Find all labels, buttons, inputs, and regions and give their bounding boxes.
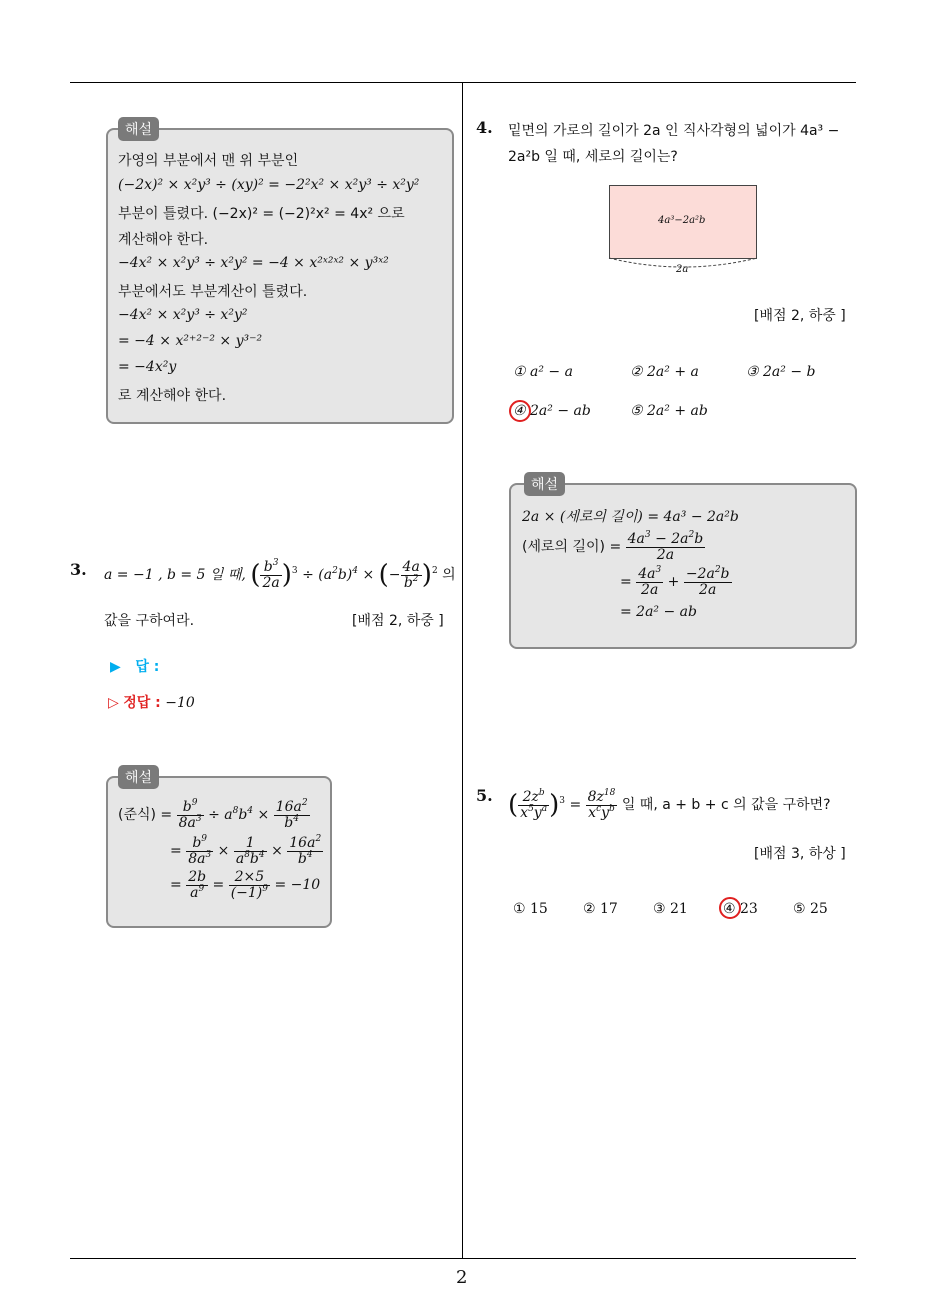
score-label: [배점 2, 하중 ] [352,613,444,629]
question-number: 5. [476,786,493,805]
solution-tag: 해설 [118,117,159,141]
page-number: 2 [456,1267,468,1288]
choice-3[interactable]: ③ 21 [653,901,688,917]
solution-line: −4x² × x²y³ ÷ x²y² [118,307,248,323]
solution-row: = $\frac{4a^3}{2a}$ + $\frac{-2a^2b}{2a}$ [620,565,730,598]
choice-3[interactable]: ③ 2a² − b [746,364,816,380]
solution-line: (−2x)² × x²y³ ÷ (xy)² = −2²x² × x²y³ ÷ x²y² [118,177,420,193]
question-text: 2a²b 일 때, 세로의 길이는? [508,149,678,165]
score-label: [배점 2, 하중 ] [754,308,846,324]
solution-tag: 해설 [524,472,565,496]
solution-line: = 2a² − ab [620,604,697,620]
bottom-rule [70,1258,856,1259]
question-3-expression: a = −1 , b = 5 일 때, ( $\frac{b^3}{2a}$ )$^3 \div (a^2b)^4$ × (− $\frac{4a}{b^2}$ )$^2$ 의 [104,558,456,591]
solution-row: (세로의 길이) = $\frac{4a^3 - 2a^2b}{2a}$ [522,530,704,563]
triangle-outline-icon: ▷ [108,695,119,711]
question-text: 일 때, a + b + c 의 값을 구하면? [621,797,831,814]
solution-line: = −4 × x²⁺²⁻² × y³⁻² [118,333,263,349]
question-text: a = −1 , b = 5 일 때, [104,567,246,584]
question-number: 3. [70,560,87,579]
solution-box-1 [106,128,454,424]
choice-2[interactable]: ② 17 [583,901,618,917]
choice-1[interactable]: ① a² − a [513,364,573,380]
choice-5[interactable]: ⑤ 25 [793,901,828,917]
solution-line: 가영의 부분에서 맨 위 부분인 [118,153,299,169]
column-divider [462,82,463,1258]
solution-line: 부분이 틀렸다. (−2x)² = (−2)²x² = 4x² 으로 [118,206,405,222]
solution-row: (준식) = $\frac{b^9}{8a^3}$ ÷ $a^8b^4$ × $\frac{16a^2}{b^4}$ [118,798,308,831]
selected-answer-circle [509,400,531,422]
solution-line: 부분에서도 부분계산이 틀렸다. [118,284,308,300]
selected-answer-circle [719,897,741,919]
question-text: 밑면의 가로의 길이가 2a 인 직사각형의 넓이가 4a³ − [508,123,840,139]
question-text: 값을 구하여라. [104,613,195,629]
solution-line: 로 계산해야 한다. [118,388,227,404]
correct-answer-row: ▷ 정답 : −10 [108,695,195,711]
solution-line: 2a × (세로의 길이) = 4a³ − 2a²b [522,509,739,525]
figure-width-label: 2a [676,264,689,275]
solution-row: = $\frac{b^9}{8a^3}$ × $\frac{1}{a^8b^4}$ × $\frac{16a^2}{b^4}$ [170,834,322,867]
question-5-expression: ( $\frac{2z^b}{x^5y^a}$ )$^3$ = $\frac{8z^{18}}{x^cy^b}$ 일 때, a + b + c 의 값을 구하면? [508,788,831,821]
solution-line: 계산해야 한다. [118,232,209,248]
score-label: [배점 3, 하상 ] [754,846,846,862]
solution-line: = −4x²y [118,359,177,375]
solution-line: −4x² × x²y³ ÷ x²y² = −4 × x²ˣ²ˣ² × y³ˣ² [118,255,389,271]
question-number: 4. [476,118,493,137]
figure-area-label: 4a³−2a²b [658,215,706,226]
answer-row: ▶ 답 : [110,659,160,675]
question-text: 의 [442,567,456,584]
choice-4[interactable]: ④ 2a² − ab [513,403,591,419]
play-icon: ▶ [110,659,121,675]
top-rule [70,82,856,83]
choice-1[interactable]: ① 15 [513,901,548,917]
solution-row: = $\frac{2b}{a^9}$ = $\frac{2\times 5}{(-1)^9}$ = −10 [170,869,321,901]
choice-4[interactable]: ④ 23 [723,901,758,917]
solution-tag: 해설 [118,765,159,789]
choice-5[interactable]: ⑤ 2a² + ab [630,403,708,419]
choice-2[interactable]: ② 2a² + a [630,364,699,380]
